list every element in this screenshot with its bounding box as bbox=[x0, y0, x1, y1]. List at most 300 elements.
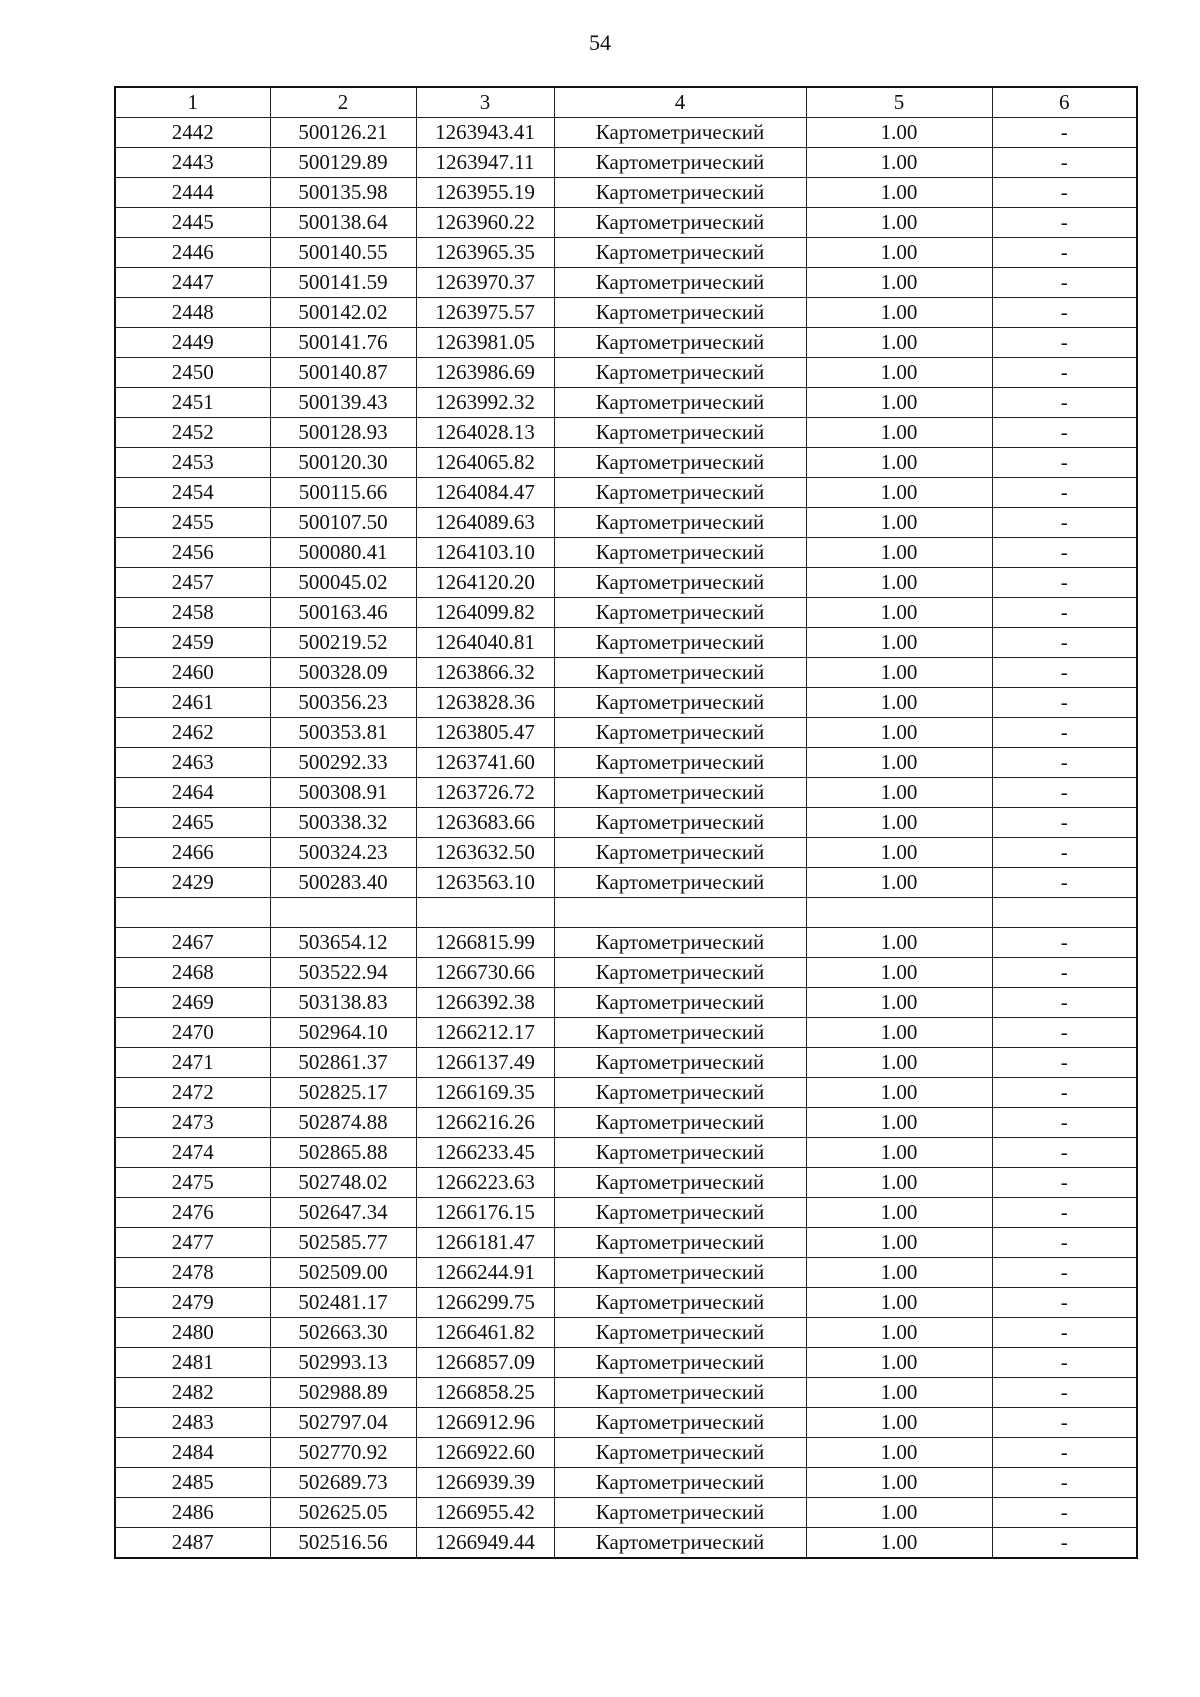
table-row bbox=[115, 868, 1137, 898]
y-coordinate-cell: 1266181.47 bbox=[416, 1228, 554, 1258]
y-coordinate-cell: 1266461.82 bbox=[416, 1318, 554, 1348]
x-coordinate-cell: 500283.40 bbox=[270, 868, 416, 898]
page-number: 54 bbox=[589, 30, 611, 55]
accuracy-cell: 1.00 bbox=[806, 658, 992, 688]
x-coordinate-cell: 500163.46 bbox=[270, 598, 416, 628]
y-coordinate-cell: 1263992.32 bbox=[416, 388, 554, 418]
note-cell: - bbox=[992, 148, 1137, 178]
column-header-6: 6 bbox=[992, 87, 1137, 118]
note-cell: - bbox=[992, 1048, 1137, 1078]
method-cell: Картометрический bbox=[554, 1138, 806, 1168]
accuracy-cell: 1.00 bbox=[806, 1438, 992, 1468]
x-coordinate-cell: 502993.13 bbox=[270, 1348, 416, 1378]
point-number-cell: 2456 bbox=[115, 538, 270, 568]
point-number-cell: 2447 bbox=[115, 268, 270, 298]
point-number-cell: 2470 bbox=[115, 1018, 270, 1048]
x-coordinate-cell: 502689.73 bbox=[270, 1468, 416, 1498]
accuracy-cell: 1.00 bbox=[806, 148, 992, 178]
point-number-cell: 2482 bbox=[115, 1378, 270, 1408]
accuracy-cell: 1.00 bbox=[806, 1108, 992, 1138]
note-cell: - bbox=[992, 238, 1137, 268]
point-number-cell: 2429 bbox=[115, 868, 270, 898]
table-row bbox=[115, 478, 1137, 508]
table-row bbox=[115, 418, 1137, 448]
point-number-cell: 2483 bbox=[115, 1408, 270, 1438]
accuracy-cell: 1.00 bbox=[806, 1498, 992, 1528]
table-row bbox=[115, 1468, 1137, 1498]
method-cell: Картометрический bbox=[554, 1168, 806, 1198]
x-coordinate-cell: 502988.89 bbox=[270, 1378, 416, 1408]
point-number-cell: 2479 bbox=[115, 1288, 270, 1318]
note-cell: - bbox=[992, 778, 1137, 808]
x-coordinate-cell: 500138.64 bbox=[270, 208, 416, 238]
y-coordinate-cell: 1264028.13 bbox=[416, 418, 554, 448]
accuracy-cell: 1.00 bbox=[806, 448, 992, 478]
method-cell: Картометрический bbox=[554, 808, 806, 838]
method-cell: Картометрический bbox=[554, 1528, 806, 1559]
accuracy-cell: 1.00 bbox=[806, 778, 992, 808]
x-coordinate-cell: 502647.34 bbox=[270, 1198, 416, 1228]
note-cell: - bbox=[992, 358, 1137, 388]
x-coordinate-cell: 500128.93 bbox=[270, 418, 416, 448]
method-cell: Картометрический bbox=[554, 1078, 806, 1108]
y-coordinate-cell: 1266392.38 bbox=[416, 988, 554, 1018]
table-row bbox=[115, 778, 1137, 808]
method-cell: Картометрический bbox=[554, 538, 806, 568]
table-row bbox=[115, 1288, 1137, 1318]
method-cell: Картометрический bbox=[554, 1198, 806, 1228]
method-cell: Картометрический bbox=[554, 178, 806, 208]
y-coordinate-cell: 1264099.82 bbox=[416, 598, 554, 628]
point-number-cell: 2459 bbox=[115, 628, 270, 658]
accuracy-cell: 1.00 bbox=[806, 1198, 992, 1228]
x-coordinate-cell: 500141.76 bbox=[270, 328, 416, 358]
method-cell: Картометрический bbox=[554, 1108, 806, 1138]
x-coordinate-cell: 500126.21 bbox=[270, 118, 416, 148]
point-number-cell: 2471 bbox=[115, 1048, 270, 1078]
point-number-cell: 2449 bbox=[115, 328, 270, 358]
y-coordinate-cell: 1266137.49 bbox=[416, 1048, 554, 1078]
x-coordinate-cell: 500135.98 bbox=[270, 178, 416, 208]
method-cell: Картометрический bbox=[554, 508, 806, 538]
accuracy-cell: 1.00 bbox=[806, 1168, 992, 1198]
x-coordinate-cell: 500045.02 bbox=[270, 568, 416, 598]
accuracy-cell: 1.00 bbox=[806, 358, 992, 388]
method-cell: Картометрический bbox=[554, 118, 806, 148]
x-coordinate-cell: 500140.87 bbox=[270, 358, 416, 388]
x-coordinate-cell: 502797.04 bbox=[270, 1408, 416, 1438]
y-coordinate-cell: 1266922.60 bbox=[416, 1438, 554, 1468]
accuracy-cell: 1.00 bbox=[806, 838, 992, 868]
table-row bbox=[115, 1078, 1137, 1108]
accuracy-cell: 1.00 bbox=[806, 928, 992, 958]
point-number-cell: 2480 bbox=[115, 1318, 270, 1348]
method-cell: Картометрический bbox=[554, 388, 806, 418]
accuracy-cell: 1.00 bbox=[806, 718, 992, 748]
accuracy-cell: 1.00 bbox=[806, 598, 992, 628]
column-header-3: 3 bbox=[416, 87, 554, 118]
accuracy-cell: 1.00 bbox=[806, 538, 992, 568]
x-coordinate-cell: 500120.30 bbox=[270, 448, 416, 478]
y-coordinate-cell: 1263965.35 bbox=[416, 238, 554, 268]
accuracy-cell: 1.00 bbox=[806, 1048, 992, 1078]
y-coordinate-cell: 1266299.75 bbox=[416, 1288, 554, 1318]
table-row bbox=[115, 1258, 1137, 1288]
coordinates-table bbox=[114, 86, 1138, 1559]
x-coordinate-cell: 500328.09 bbox=[270, 658, 416, 688]
x-coordinate-cell: 500142.02 bbox=[270, 298, 416, 328]
y-coordinate-cell: 1266815.99 bbox=[416, 928, 554, 958]
note-cell: - bbox=[992, 658, 1137, 688]
x-coordinate-cell: 503522.94 bbox=[270, 958, 416, 988]
table-row bbox=[115, 1108, 1137, 1138]
note-cell: - bbox=[992, 988, 1137, 1018]
point-number-cell: 2466 bbox=[115, 838, 270, 868]
method-cell: Картометрический bbox=[554, 478, 806, 508]
y-coordinate-cell: 1263632.50 bbox=[416, 838, 554, 868]
method-cell: Картометрический bbox=[554, 958, 806, 988]
y-coordinate-cell: 1266858.25 bbox=[416, 1378, 554, 1408]
table-row bbox=[115, 1438, 1137, 1468]
accuracy-cell: 1.00 bbox=[806, 868, 992, 898]
table-row bbox=[115, 1168, 1137, 1198]
x-coordinate-cell: 502509.00 bbox=[270, 1258, 416, 1288]
method-cell: Картометрический bbox=[554, 688, 806, 718]
x-coordinate-cell: 502874.88 bbox=[270, 1108, 416, 1138]
y-coordinate-cell bbox=[416, 898, 554, 928]
point-number-cell: 2442 bbox=[115, 118, 270, 148]
note-cell: - bbox=[992, 1228, 1137, 1258]
x-coordinate-cell: 500356.23 bbox=[270, 688, 416, 718]
point-number-cell: 2463 bbox=[115, 748, 270, 778]
y-coordinate-cell: 1263970.37 bbox=[416, 268, 554, 298]
y-coordinate-cell: 1263741.60 bbox=[416, 748, 554, 778]
y-coordinate-cell: 1266212.17 bbox=[416, 1018, 554, 1048]
y-coordinate-cell: 1264120.20 bbox=[416, 568, 554, 598]
accuracy-cell: 1.00 bbox=[806, 118, 992, 148]
table-row bbox=[115, 958, 1137, 988]
y-coordinate-cell: 1266730.66 bbox=[416, 958, 554, 988]
y-coordinate-cell: 1264040.81 bbox=[416, 628, 554, 658]
method-cell bbox=[554, 898, 806, 928]
point-number-cell: 2484 bbox=[115, 1438, 270, 1468]
point-number-cell: 2485 bbox=[115, 1468, 270, 1498]
point-number-cell: 2481 bbox=[115, 1348, 270, 1378]
method-cell: Картометрический bbox=[554, 1498, 806, 1528]
method-cell: Картометрический bbox=[554, 208, 806, 238]
accuracy-cell: 1.00 bbox=[806, 1348, 992, 1378]
y-coordinate-cell: 1266857.09 bbox=[416, 1348, 554, 1378]
y-coordinate-cell: 1264084.47 bbox=[416, 478, 554, 508]
y-coordinate-cell: 1263563.10 bbox=[416, 868, 554, 898]
x-coordinate-cell: 503138.83 bbox=[270, 988, 416, 1018]
note-cell: - bbox=[992, 1528, 1137, 1559]
method-cell: Картометрический bbox=[554, 1018, 806, 1048]
method-cell: Картометрический bbox=[554, 448, 806, 478]
method-cell: Картометрический bbox=[554, 748, 806, 778]
accuracy-cell: 1.00 bbox=[806, 1528, 992, 1559]
table-row bbox=[115, 568, 1137, 598]
note-cell: - bbox=[992, 838, 1137, 868]
point-number-cell: 2467 bbox=[115, 928, 270, 958]
accuracy-cell: 1.00 bbox=[806, 508, 992, 538]
method-cell: Картометрический bbox=[554, 568, 806, 598]
accuracy-cell bbox=[806, 898, 992, 928]
table-row bbox=[115, 1378, 1137, 1408]
y-coordinate-cell: 1263683.66 bbox=[416, 808, 554, 838]
y-coordinate-cell: 1263975.57 bbox=[416, 298, 554, 328]
method-cell: Картометрический bbox=[554, 1048, 806, 1078]
note-cell: - bbox=[992, 328, 1137, 358]
x-coordinate-cell: 500219.52 bbox=[270, 628, 416, 658]
accuracy-cell: 1.00 bbox=[806, 1288, 992, 1318]
table-row bbox=[115, 898, 1137, 928]
x-coordinate-cell: 500129.89 bbox=[270, 148, 416, 178]
table-row bbox=[115, 268, 1137, 298]
x-coordinate-cell: 502585.77 bbox=[270, 1228, 416, 1258]
x-coordinate-cell: 500353.81 bbox=[270, 718, 416, 748]
method-cell: Картометрический bbox=[554, 1378, 806, 1408]
table-row bbox=[115, 808, 1137, 838]
note-cell: - bbox=[992, 628, 1137, 658]
note-cell: - bbox=[992, 718, 1137, 748]
note-cell: - bbox=[992, 178, 1137, 208]
table-row bbox=[115, 658, 1137, 688]
method-cell: Картометрический bbox=[554, 598, 806, 628]
accuracy-cell: 1.00 bbox=[806, 988, 992, 1018]
y-coordinate-cell: 1263866.32 bbox=[416, 658, 554, 688]
x-coordinate-cell: 502748.02 bbox=[270, 1168, 416, 1198]
table-row bbox=[115, 628, 1137, 658]
method-cell: Картометрический bbox=[554, 718, 806, 748]
point-number-cell: 2452 bbox=[115, 418, 270, 448]
note-cell: - bbox=[992, 688, 1137, 718]
accuracy-cell: 1.00 bbox=[806, 1258, 992, 1288]
y-coordinate-cell: 1263981.05 bbox=[416, 328, 554, 358]
table-row bbox=[115, 1018, 1137, 1048]
table-row bbox=[115, 1498, 1137, 1528]
note-cell: - bbox=[992, 388, 1137, 418]
y-coordinate-cell: 1264103.10 bbox=[416, 538, 554, 568]
note-cell: - bbox=[992, 1348, 1137, 1378]
table-row bbox=[115, 748, 1137, 778]
note-cell: - bbox=[992, 1408, 1137, 1438]
point-number-cell: 2486 bbox=[115, 1498, 270, 1528]
accuracy-cell: 1.00 bbox=[806, 958, 992, 988]
point-number-cell: 2450 bbox=[115, 358, 270, 388]
method-cell: Картометрический bbox=[554, 418, 806, 448]
x-coordinate-cell: 502770.92 bbox=[270, 1438, 416, 1468]
method-cell: Картометрический bbox=[554, 1288, 806, 1318]
table-row bbox=[115, 118, 1137, 148]
table-row bbox=[115, 838, 1137, 868]
point-number-cell: 2461 bbox=[115, 688, 270, 718]
accuracy-cell: 1.00 bbox=[806, 1468, 992, 1498]
note-cell: - bbox=[992, 1018, 1137, 1048]
column-header-4: 4 bbox=[554, 87, 806, 118]
y-coordinate-cell: 1263805.47 bbox=[416, 718, 554, 748]
accuracy-cell: 1.00 bbox=[806, 328, 992, 358]
point-number-cell bbox=[115, 898, 270, 928]
x-coordinate-cell: 500308.91 bbox=[270, 778, 416, 808]
x-coordinate-cell: 500139.43 bbox=[270, 388, 416, 418]
point-number-cell: 2473 bbox=[115, 1108, 270, 1138]
method-cell: Картометрический bbox=[554, 928, 806, 958]
x-coordinate-cell: 500080.41 bbox=[270, 538, 416, 568]
table-row bbox=[115, 238, 1137, 268]
accuracy-cell: 1.00 bbox=[806, 748, 992, 778]
point-number-cell: 2451 bbox=[115, 388, 270, 418]
method-cell: Картометрический bbox=[554, 838, 806, 868]
table-row bbox=[115, 1198, 1137, 1228]
accuracy-cell: 1.00 bbox=[806, 1228, 992, 1258]
note-cell: - bbox=[992, 1138, 1137, 1168]
accuracy-cell: 1.00 bbox=[806, 418, 992, 448]
y-coordinate-cell: 1266233.45 bbox=[416, 1138, 554, 1168]
accuracy-cell: 1.00 bbox=[806, 568, 992, 598]
column-header-5: 5 bbox=[806, 87, 992, 118]
note-cell: - bbox=[992, 208, 1137, 238]
accuracy-cell: 1.00 bbox=[806, 1408, 992, 1438]
accuracy-cell: 1.00 bbox=[806, 268, 992, 298]
note-cell: - bbox=[992, 808, 1137, 838]
note-cell: - bbox=[992, 538, 1137, 568]
table-row bbox=[115, 298, 1137, 328]
x-coordinate-cell: 500115.66 bbox=[270, 478, 416, 508]
point-number-cell: 2474 bbox=[115, 1138, 270, 1168]
y-coordinate-cell: 1263726.72 bbox=[416, 778, 554, 808]
x-coordinate-cell: 502964.10 bbox=[270, 1018, 416, 1048]
y-coordinate-cell: 1264065.82 bbox=[416, 448, 554, 478]
method-cell: Картометрический bbox=[554, 238, 806, 268]
note-cell: - bbox=[992, 1108, 1137, 1138]
y-coordinate-cell: 1266939.39 bbox=[416, 1468, 554, 1498]
x-coordinate-cell: 500324.23 bbox=[270, 838, 416, 868]
table-row bbox=[115, 358, 1137, 388]
method-cell: Картометрический bbox=[554, 1408, 806, 1438]
x-coordinate-cell: 502516.56 bbox=[270, 1528, 416, 1559]
method-cell: Картометрический bbox=[554, 148, 806, 178]
table-row bbox=[115, 688, 1137, 718]
method-cell: Картометрический bbox=[554, 778, 806, 808]
table-row bbox=[115, 1528, 1137, 1559]
note-cell: - bbox=[992, 1288, 1137, 1318]
x-coordinate-cell: 502481.17 bbox=[270, 1288, 416, 1318]
method-cell: Картометрический bbox=[554, 868, 806, 898]
note-cell: - bbox=[992, 598, 1137, 628]
table-row bbox=[115, 718, 1137, 748]
y-coordinate-cell: 1264089.63 bbox=[416, 508, 554, 538]
x-coordinate-cell: 500141.59 bbox=[270, 268, 416, 298]
note-cell bbox=[992, 898, 1137, 928]
point-number-cell: 2460 bbox=[115, 658, 270, 688]
x-coordinate-cell: 502825.17 bbox=[270, 1078, 416, 1108]
table-row bbox=[115, 1318, 1137, 1348]
point-number-cell: 2448 bbox=[115, 298, 270, 328]
accuracy-cell: 1.00 bbox=[806, 1018, 992, 1048]
table-row bbox=[115, 178, 1137, 208]
x-coordinate-cell: 500292.33 bbox=[270, 748, 416, 778]
accuracy-cell: 1.00 bbox=[806, 688, 992, 718]
note-cell: - bbox=[992, 1318, 1137, 1348]
x-coordinate-cell: 503654.12 bbox=[270, 928, 416, 958]
x-coordinate-cell: 500107.50 bbox=[270, 508, 416, 538]
method-cell: Картометрический bbox=[554, 358, 806, 388]
point-number-cell: 2464 bbox=[115, 778, 270, 808]
note-cell: - bbox=[992, 1198, 1137, 1228]
note-cell: - bbox=[992, 928, 1137, 958]
accuracy-cell: 1.00 bbox=[806, 238, 992, 268]
table-row bbox=[115, 1348, 1137, 1378]
method-cell: Картометрический bbox=[554, 1318, 806, 1348]
y-coordinate-cell: 1266949.44 bbox=[416, 1528, 554, 1559]
method-cell: Картометрический bbox=[554, 1348, 806, 1378]
method-cell: Картометрический bbox=[554, 298, 806, 328]
accuracy-cell: 1.00 bbox=[806, 1078, 992, 1108]
point-number-cell: 2453 bbox=[115, 448, 270, 478]
point-number-cell: 2475 bbox=[115, 1168, 270, 1198]
accuracy-cell: 1.00 bbox=[806, 1318, 992, 1348]
note-cell: - bbox=[992, 748, 1137, 778]
method-cell: Картометрический bbox=[554, 988, 806, 1018]
method-cell: Картометрический bbox=[554, 268, 806, 298]
note-cell: - bbox=[992, 478, 1137, 508]
column-header-2: 2 bbox=[270, 87, 416, 118]
accuracy-cell: 1.00 bbox=[806, 208, 992, 238]
table-row bbox=[115, 1048, 1137, 1078]
table-body bbox=[115, 118, 1137, 1559]
x-coordinate-cell: 502861.37 bbox=[270, 1048, 416, 1078]
table-row bbox=[115, 508, 1137, 538]
point-number-cell: 2454 bbox=[115, 478, 270, 508]
note-cell: - bbox=[992, 1438, 1137, 1468]
table-row bbox=[115, 598, 1137, 628]
y-coordinate-cell: 1263986.69 bbox=[416, 358, 554, 388]
y-coordinate-cell: 1263828.36 bbox=[416, 688, 554, 718]
point-number-cell: 2455 bbox=[115, 508, 270, 538]
table-header-row bbox=[115, 87, 1137, 118]
x-coordinate-cell: 502663.30 bbox=[270, 1318, 416, 1348]
accuracy-cell: 1.00 bbox=[806, 1138, 992, 1168]
point-number-cell: 2476 bbox=[115, 1198, 270, 1228]
x-coordinate-cell: 500140.55 bbox=[270, 238, 416, 268]
column-header-1: 1 bbox=[115, 87, 270, 118]
note-cell: - bbox=[992, 868, 1137, 898]
method-cell: Картометрический bbox=[554, 1468, 806, 1498]
note-cell: - bbox=[992, 958, 1137, 988]
point-number-cell: 2445 bbox=[115, 208, 270, 238]
point-number-cell: 2469 bbox=[115, 988, 270, 1018]
note-cell: - bbox=[992, 418, 1137, 448]
table-row bbox=[115, 538, 1137, 568]
note-cell: - bbox=[992, 1078, 1137, 1108]
y-coordinate-cell: 1263960.22 bbox=[416, 208, 554, 238]
table-row bbox=[115, 1138, 1137, 1168]
point-number-cell: 2462 bbox=[115, 718, 270, 748]
note-cell: - bbox=[992, 1168, 1137, 1198]
x-coordinate-cell: 502865.88 bbox=[270, 1138, 416, 1168]
y-coordinate-cell: 1266216.26 bbox=[416, 1108, 554, 1138]
y-coordinate-cell: 1266223.63 bbox=[416, 1168, 554, 1198]
table-row bbox=[115, 1408, 1137, 1438]
x-coordinate-cell: 502625.05 bbox=[270, 1498, 416, 1528]
method-cell: Картометрический bbox=[554, 1258, 806, 1288]
y-coordinate-cell: 1263955.19 bbox=[416, 178, 554, 208]
y-coordinate-cell: 1263943.41 bbox=[416, 118, 554, 148]
note-cell: - bbox=[992, 298, 1137, 328]
point-number-cell: 2444 bbox=[115, 178, 270, 208]
note-cell: - bbox=[992, 268, 1137, 298]
